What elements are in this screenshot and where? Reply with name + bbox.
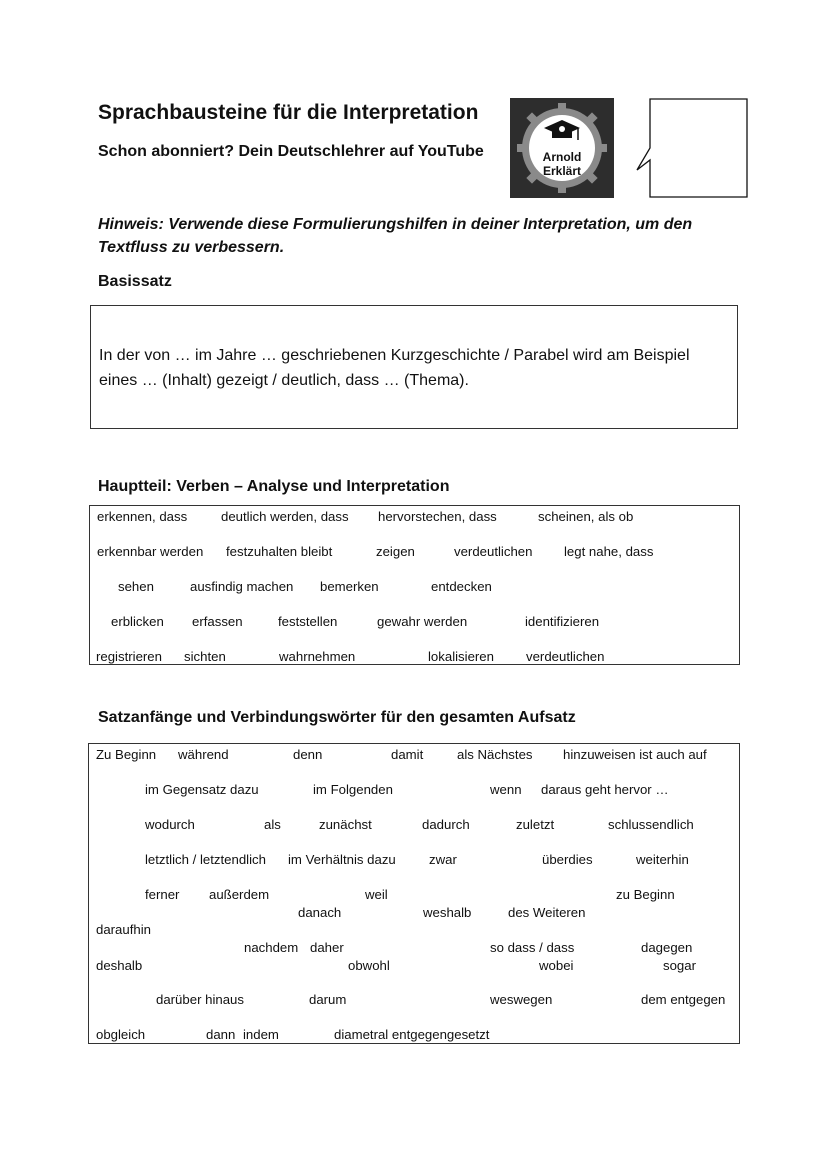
verb-item: scheinen, als ob	[538, 509, 634, 524]
connector-item: daraufhin	[96, 922, 151, 937]
verb-item: erkennbar werden	[97, 544, 204, 559]
connector-item: im Gegensatz dazu	[145, 782, 259, 797]
connector-item: daraus geht hervor …	[541, 782, 669, 797]
connector-item: dagegen	[641, 940, 693, 955]
connector-item: zuletzt	[516, 817, 555, 832]
connector-item: obwohl	[348, 958, 390, 973]
page-subtitle: Schon abonniert? Dein Deutschlehrer auf YouTube	[98, 143, 484, 160]
connector-item: denn	[293, 747, 323, 762]
connector-item: darum	[309, 992, 347, 1007]
basissatz-text: In der von … im Jahre … geschriebenen Kurzgeschichte / Parabel wird am Beispiel eines … (Inhalt) gezeigt / deutlich, dass … (Thema).	[99, 347, 690, 389]
connector-item: als Nächstes	[457, 747, 533, 762]
connector-item: so dass / dass	[490, 940, 575, 955]
connector-item: damit	[391, 747, 424, 762]
logo-text-2: Erklärt	[542, 164, 582, 178]
verb-item: erkennen, dass	[97, 509, 188, 524]
verb-item: wahrnehmen	[279, 649, 356, 664]
gear-icon	[517, 103, 607, 193]
connector-item: dann	[206, 1027, 236, 1042]
connector-item: außerdem	[209, 887, 270, 902]
hauptteil-heading: Hauptteil: Verben – Analyse und Interpretation	[98, 478, 450, 495]
verb-item: feststellen	[278, 614, 338, 629]
connector-item: im Verhältnis dazu	[288, 852, 396, 867]
connector-item: ferner	[145, 887, 180, 902]
verb-item: lokalisieren	[428, 649, 494, 664]
hint-text: Hinweis: Verwende diese Formulierungshilfen in deiner Interpretation, um den Textfluss zu verbessern.	[98, 216, 693, 256]
verb-item: gewahr werden	[377, 614, 468, 629]
connector-item: überdies	[542, 852, 593, 867]
verb-item: erblicken	[111, 614, 164, 629]
connector-item: des Weiteren	[508, 905, 586, 920]
connector-item: weiterhin	[636, 852, 689, 867]
connector-item: zu Beginn	[616, 887, 675, 902]
arnold-erklaert-logo	[510, 98, 614, 198]
connector-item: dem entgegen	[641, 992, 726, 1007]
connector-item: zunächst	[319, 817, 372, 832]
connector-item: darüber hinaus	[156, 992, 244, 1007]
verb-item: zeigen	[376, 544, 415, 559]
verb-item: sichten	[184, 649, 226, 664]
connector-item: danach	[298, 905, 342, 920]
connector-item: letztlich / letztendlich	[145, 852, 266, 867]
verb-item: entdecken	[431, 579, 492, 594]
verb-item: registrieren	[96, 649, 162, 664]
speech-bubble-icon	[636, 98, 748, 198]
verb-item: legt nahe, dass	[564, 544, 654, 559]
connector-item: im Folgenden	[313, 782, 393, 797]
verb-item: ausfindig machen	[190, 579, 294, 594]
connector-item: weshalb	[423, 905, 472, 920]
connector-item: obgleich	[96, 1027, 146, 1042]
verb-item: bemerken	[320, 579, 379, 594]
hauptteil-box	[89, 505, 740, 665]
verb-item: identifizieren	[525, 614, 600, 629]
connector-item: nachdem	[244, 940, 299, 955]
connector-item: als	[264, 817, 281, 832]
connector-item: wodurch	[145, 817, 195, 832]
verb-item: verdeutlichen	[526, 649, 605, 664]
connector-item: diametral entgegengesetzt	[334, 1027, 490, 1042]
verb-item: deutlich werden, dass	[221, 509, 349, 524]
logo-text-1: Arnold	[542, 150, 582, 164]
connector-item: weswegen	[490, 992, 553, 1007]
satzanfaenge-heading: Satzanfänge und Verbindungswörter für den gesamten Aufsatz	[98, 709, 576, 726]
verb-item: festzuhalten bleibt	[226, 544, 333, 559]
verb-item: verdeutlichen	[454, 544, 533, 559]
connector-item: wenn	[490, 782, 522, 797]
connector-item: Zu Beginn	[96, 747, 157, 762]
page-title: Sprachbausteine für die Interpretation	[98, 101, 479, 124]
basissatz-heading: Basissatz	[98, 273, 172, 290]
verb-item: sehen	[118, 579, 154, 594]
verb-item: erfassen	[192, 614, 243, 629]
connector-item: dadurch	[422, 817, 470, 832]
connector-item: zwar	[429, 852, 457, 867]
connector-item: schlussendlich	[608, 817, 694, 832]
connector-item: hinzuweisen ist auch auf	[563, 747, 707, 762]
connector-item: deshalb	[96, 958, 143, 973]
satzanfaenge-box	[88, 743, 740, 1044]
connector-item: weil	[365, 887, 388, 902]
connector-item: indem	[243, 1027, 279, 1042]
verb-item: hervorstechen, dass	[378, 509, 497, 524]
connector-item: daher	[310, 940, 344, 955]
connector-item: sogar	[663, 958, 696, 973]
connector-item: während	[178, 747, 229, 762]
connector-item: wobei	[539, 958, 574, 973]
